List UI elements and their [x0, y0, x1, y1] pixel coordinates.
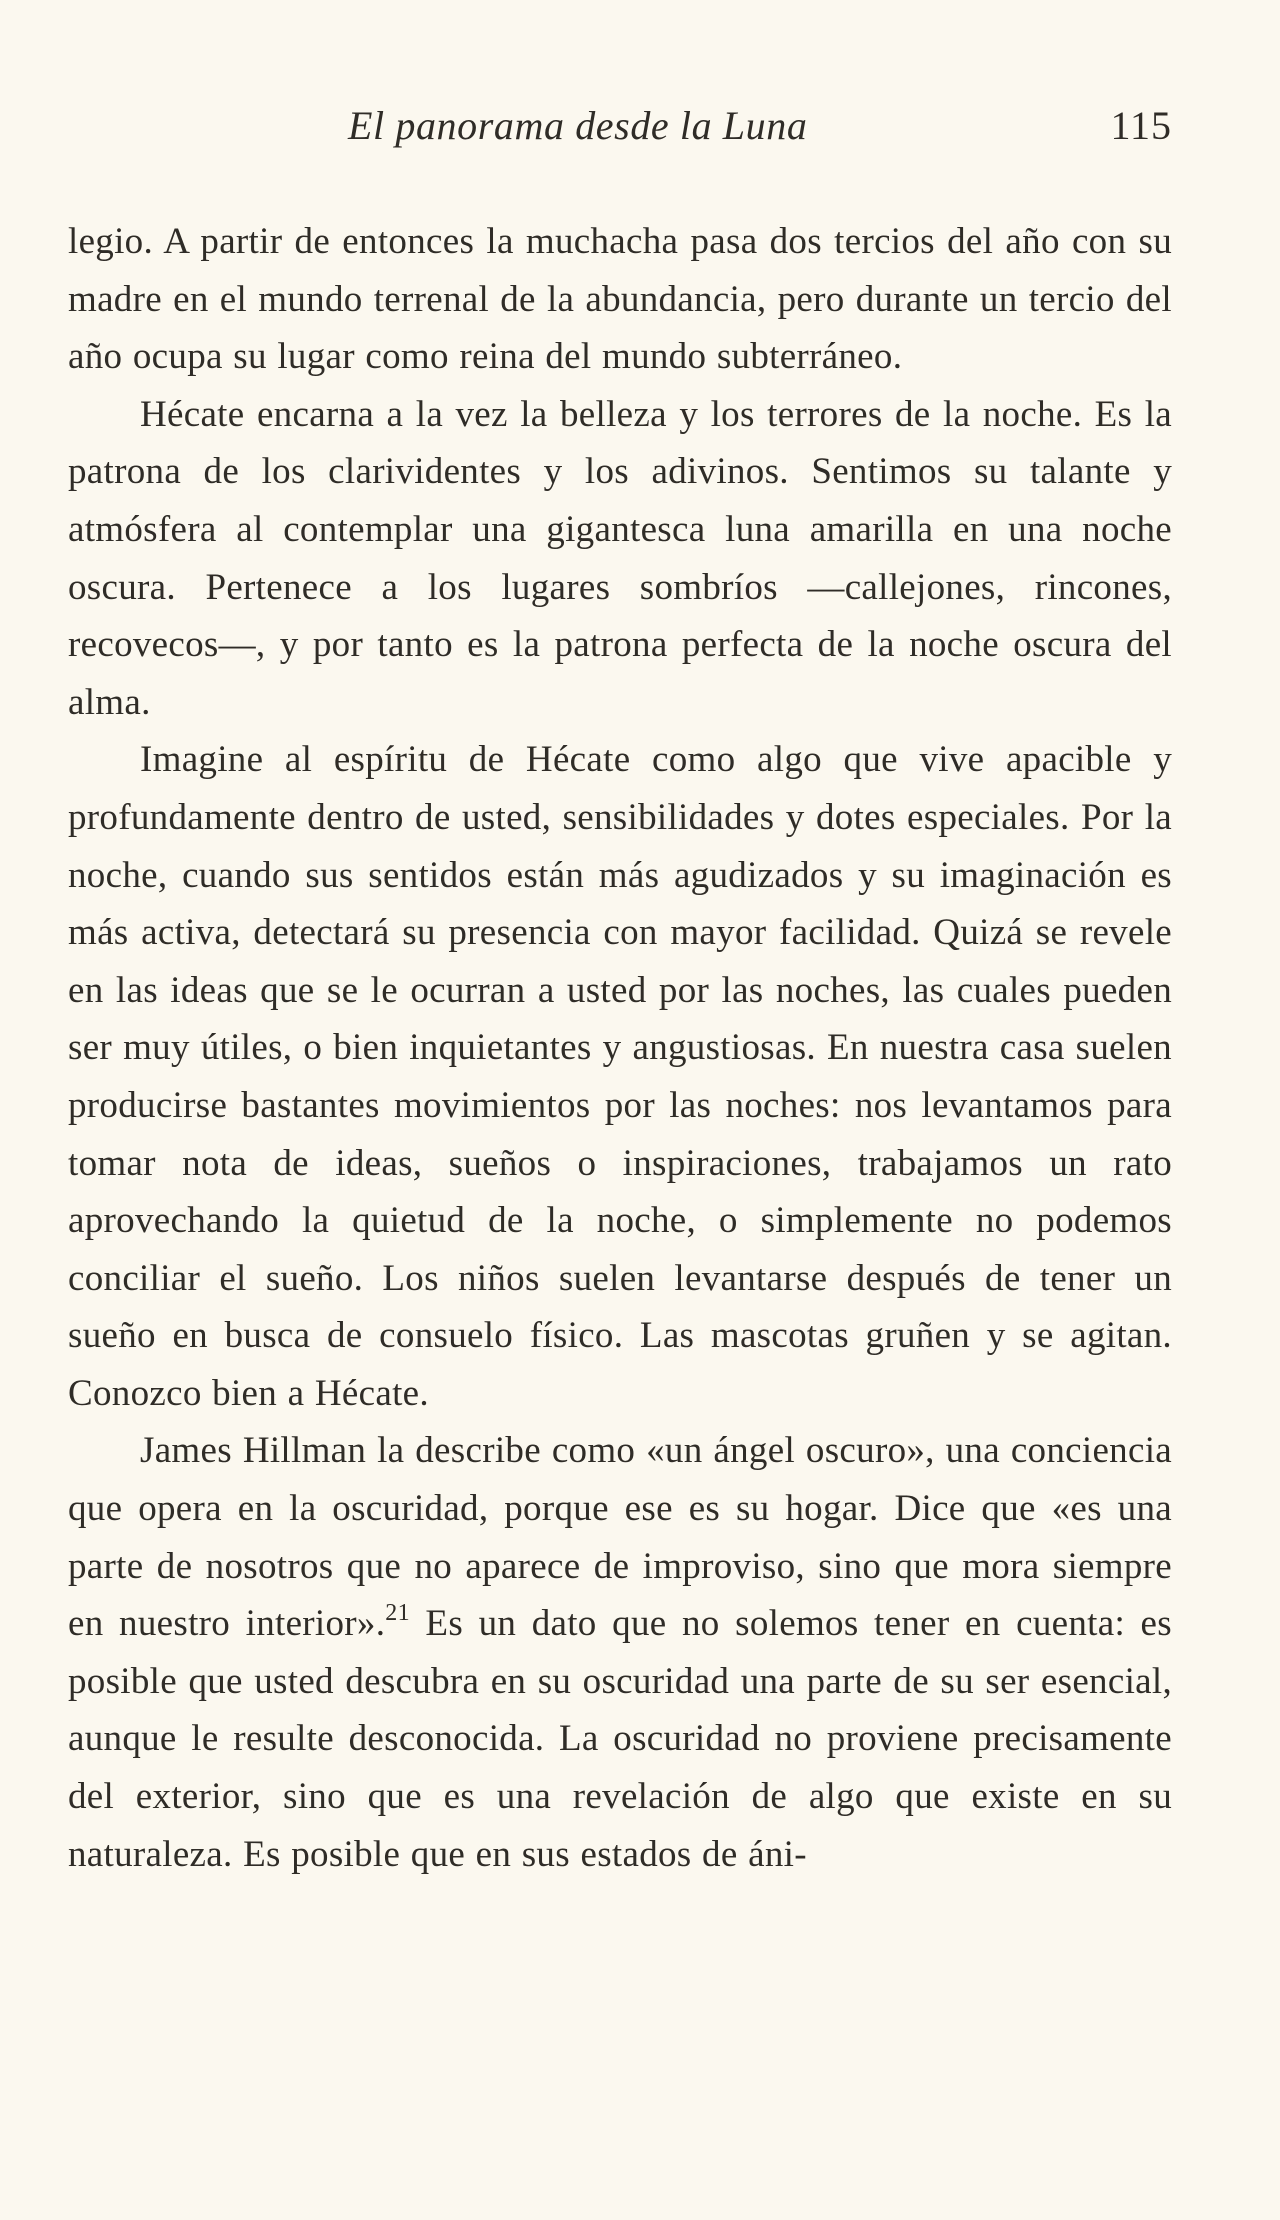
paragraph-hillman — [68, 1422, 1172, 1883]
footnote-marker[interactable]: 21 — [385, 1600, 410, 1627]
running-header — [68, 98, 1172, 154]
body-text — [68, 213, 1172, 1883]
paragraph-continuation: legio. A partir de entonces la muchacha pasa dos tercios del año con su madre en el mundo terrenal de la abundancia, pero durante un tercio del año ocupa su lugar como reina del mundo subterráneo. — [68, 221, 1172, 378]
paragraph-hillman-start: James Hillman la describe como «un ángel oscuro», una conciencia que opera en la oscuridad, porque ese es su hogar. Dice que «es una parte de nosotros que no aparece de improviso, sino que mora siempre en nuestro interior». — [68, 1430, 1172, 1645]
paragraph-hillman-end: Es un dato que no solemos tener en cuenta: es posible que usted descubra en su oscuridad una parte de su ser esencial, aunque le resulte desconocida. La oscuridad no proviene precisamente del exterior, sino que es una revelación de algo que existe en su naturaleza. Es posible que en sus estados de áni- — [68, 1603, 1172, 1875]
page-number: 115 — [1110, 103, 1172, 148]
paragraph-imagine: Imagine al espíritu de Hécate como algo que vive apacible y profundamente dentro de usted, sensibilidades y dotes especiales. Por la noche, cuando sus sentidos están más agudizados y su imaginación es más activa, detectará su presencia con mayor facilidad. Quizá se revele en las ideas que se le ocurran a usted por las noches, las cuales pueden ser muy útiles, o bien inquietantes y angustiosas. En nuestra casa suelen producirse bastantes movimientos por las noches: nos levantamos para tomar nota de ideas, sueños o inspiraciones, trabajamos un rato aprovechando la quietud de la noche, o simplemente no podemos conciliar el sueño. Los niños suelen levantarse después de tener un sueño en busca de consuelo físico. Las mascotas gruñen y se agitan. Conozco bien a Hécate. — [68, 739, 1172, 1414]
running-title: El panorama desde la Luna — [348, 103, 808, 148]
paragraph-hecate: Hécate encarna a la vez la belleza y los terrores de la noche. Es la patrona de los clarividentes y los adivinos. Sentimos su talante y atmósfera al contemplar una gigantesca luna amarilla en una noche oscura. Pertenece a los lugares sombríos —callejones, rincones, recovecos—, y por tanto es la patrona perfecta de la noche oscura del alma. — [68, 393, 1172, 723]
